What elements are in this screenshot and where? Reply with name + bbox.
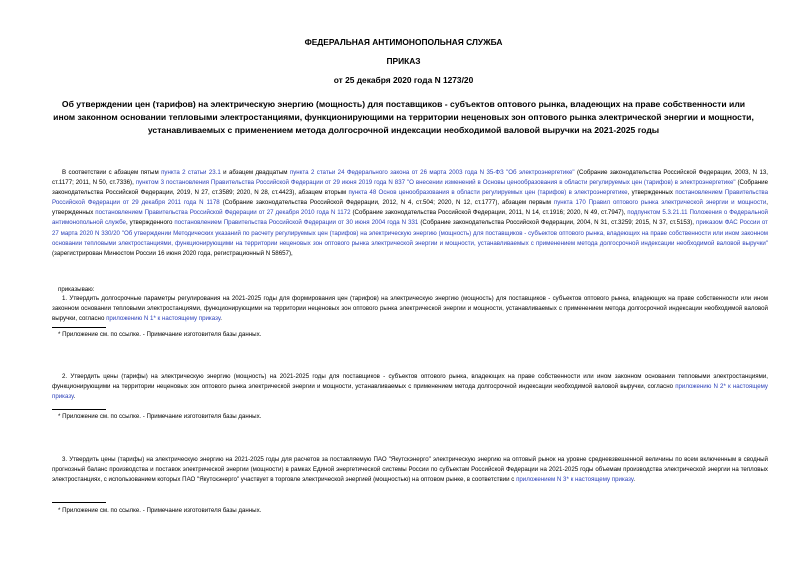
preamble-text: , утвержденных: [627, 189, 676, 197]
item-tail: .: [220, 315, 223, 323]
item-text: 3. Утвердить цены (тарифы) на электрическую энергию на 2021-2025 годы для расчетов за поставляемую ПАО "Якутскэнерго" электрическую энергию на оптовый рынок на уровне средневзвешенной величины по всем включенным в сводный прогнозный баланс производства и поставок электрической энергии (мощности) в рамках Единой энергетической системы России по субъектам Российской Федерации на 2021-2025 годы объемам производства электрической энергии на тепловых электростанциях, с использованием которых ПАО "Якутскэнерго" участвует в торговле электрической энергией (мощностью) на оптовом рынке, в соответствии с: [52, 456, 768, 484]
law-link[interactable]: пункта 48 Основ ценообразования в области регулируемых цен (тарифов) в электроэнергетике: [348, 189, 628, 197]
order-item-1: [52, 294, 768, 324]
preamble-text: , утвержденного: [125, 219, 175, 227]
document-title: Об утверждении цен (тарифов) на электрическую энергию (мощность) для поставщиков - субъектов оптового рынка, владеющих на праве собственности или ином законном основании тепловыми электростанциями, функционирующими на территории неценовых зон оптового рынка электрической энергии и мощности, устанавливаемых с применением метода долгосрочной индексации необходимой валовой выручки на 2021-2025 годы: [53, 99, 754, 135]
law-link[interactable]: пунктом 3 постановления Правительства Российской Федерации от 29 июня 2019 года N 837 "О внесении изменений в Основы ценообразования в области регулируемых цен (тарифов) в электроэнергетике": [135, 179, 736, 187]
preamble-text: (Собрание законодательства Российской Федерации, 2012, N 4, ст.504; 2020, N 12, ст.1777), абзацем первым: [219, 199, 554, 207]
order-word: приказываю:: [58, 286, 95, 293]
footnote-3: * Приложение см. по ссылке. - Примечание изготовителя базы данных.: [58, 507, 262, 514]
item-tail: .: [73, 393, 76, 401]
law-link[interactable]: пункта 2 статьи 23.1: [161, 169, 221, 176]
document-type: ПРИКАЗ: [386, 56, 421, 66]
preamble-text: В соответствии с абзацем пятым: [62, 169, 162, 176]
law-link[interactable]: постановлением Правительства Российской Федерации от 30 июня 2004 года N 331: [174, 219, 419, 227]
law-link[interactable]: подпунктом 5.3.21.11 Положения о Федеральной антимонопольной службе: [52, 209, 768, 227]
item-tail: .: [633, 476, 636, 484]
item-text: 2. Утвердить цены (тарифы) на электрическую энергию (мощность) на 2021-2025 годы для поставщиков - субъектов оптового рынка, владеющих на праве собственности или ином законном основании тепловыми электростанциями, функционирующими на территории неценовых зон оптового рынка электрической энергии и мощности, устанавливаемых с применением метода долгосрочной индексации необходимой валовой выручки, согласно: [52, 373, 768, 391]
preamble-text: (Собрание законодательства Российской Федерации, 2003, N 13, ст.1177; 2011, N 50, ст.7336),: [52, 169, 768, 187]
document-date-number: от 25 декабря 2020 года N 1273/20: [333, 75, 474, 85]
preamble-text: (зарегистрирован Минюстом России 16 июня 2020 года, регистрационный N 58657),: [52, 249, 293, 257]
footnote-1: * Приложение см. по ссылке. - Примечание изготовителя базы данных.: [58, 331, 262, 338]
law-link[interactable]: постановлением Правительства Российской Федерации от 27 декабря 2010 года N 1172: [95, 209, 351, 217]
footnote-divider: [52, 409, 106, 410]
preamble-paragraph: [52, 168, 768, 259]
agency-name: ФЕДЕРАЛЬНАЯ АНТИМОНОПОЛЬНАЯ СЛУЖБА: [304, 37, 503, 47]
appendix-link-1[interactable]: приложению N 1* к настоящему приказу: [106, 315, 221, 323]
footnote-divider: [52, 327, 106, 328]
footnote-2: * Приложение см. по ссылке. - Примечание изготовителя базы данных.: [58, 413, 262, 420]
preamble-text: (Собрание законодательства Российской Федерации, 2019, N 27, ст.3589; 2020, N 28, ст.4423), абзацем вторым: [52, 179, 768, 197]
appendix-link-2[interactable]: приложению N 2* к настоящему приказу: [52, 383, 768, 401]
appendix-link-3[interactable]: приложением N 3* к настоящему приказу: [516, 476, 634, 484]
order-item-3: [52, 455, 768, 485]
law-link[interactable]: пункта 170 Правил оптового рынка электрической энергии и мощности: [553, 199, 767, 207]
preamble-text: , утвержденных: [52, 199, 768, 217]
order-item-2: [52, 372, 768, 402]
law-link[interactable]: приказом ФАС России от 27 марта 2020 N 330/20 "Об утверждении Методических указаний по расчету регулируемых цен (тарифов) на электрическую энергию (мощность) для поставщиков - субъектов оптового рынка, владеющих на праве собственности или ином законном основании тепловыми электростанциями, функционирующими на территории неценовых зон оптового рынка электрической энергии и мощности, устанавливаемых с применением метода долгосрочной индексации необходимой валовой выручки": [52, 219, 768, 247]
item-text: 1. Утвердить долгосрочные параметры регулирования на 2021-2025 годы для формирования цен (тарифов) на электрическую энергию (мощность) для поставщиков - субъектов оптового рынка, владеющих на праве собственности или ином законном основании тепловыми электростанциями, функционирующими на территории неценовых зон оптового рынка электрической энергии и мощности, устанавливаемых с применением метода долгосрочной индексации необходимой валовой выручки, согласно: [52, 295, 768, 323]
law-link[interactable]: пункта 2 статьи 24 Федерального закона от 26 марта 2003 года N 35-ФЗ "Об электроэнергетике": [289, 169, 575, 176]
preamble-text: (Собрание законодательства Российской Федерации, 2011, N 14, ст.1916; 2020, N 49, ст.7947),: [350, 209, 628, 217]
law-link[interactable]: постановлением Правительства Российской Федерации от 29 декабря 2011 года N 1178: [52, 189, 768, 207]
preamble-text: и абзацем двадцатым: [220, 169, 290, 176]
footnote-divider: [52, 502, 106, 503]
preamble-text: (Собрание законодательства Российской Федерации, 2004, N 31, ст.3259; 2015, N 37, ст.5153),: [418, 219, 697, 227]
